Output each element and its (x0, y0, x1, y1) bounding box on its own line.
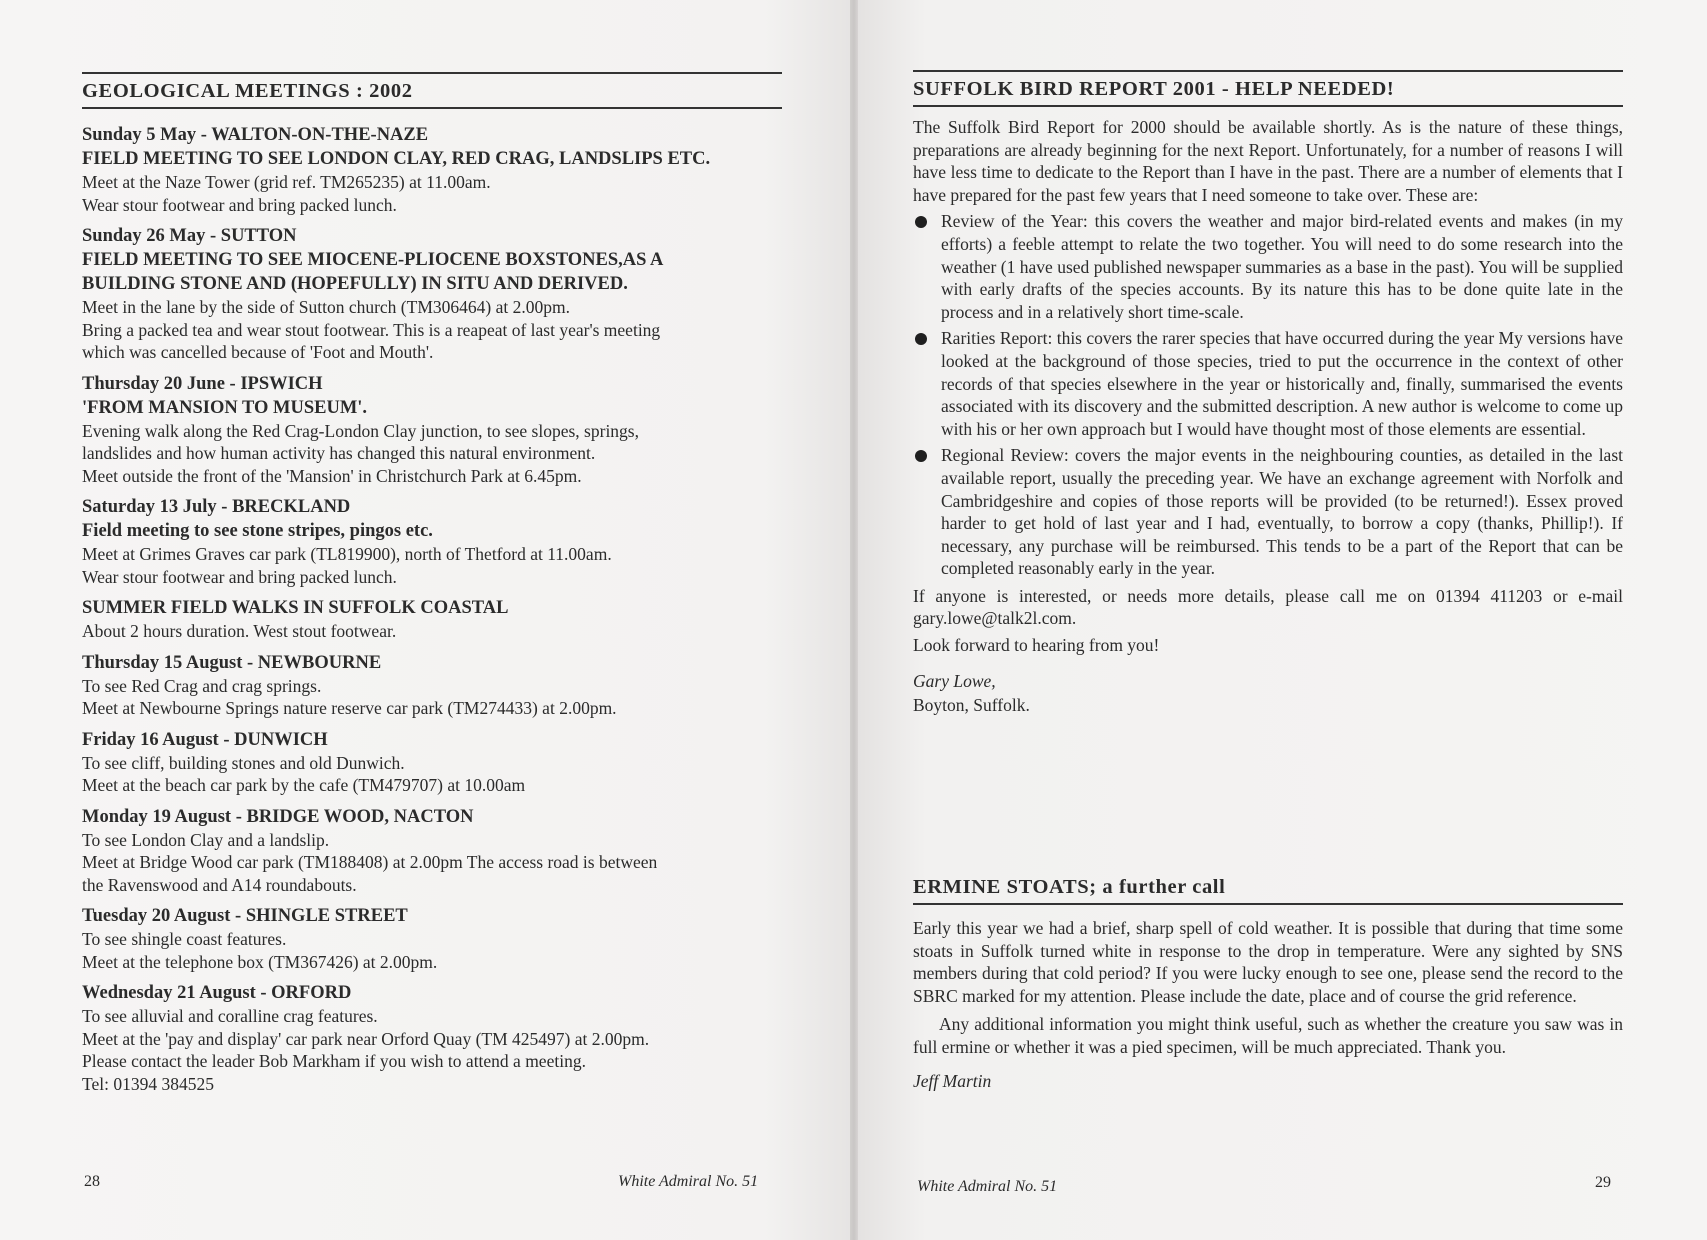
event-title: Tuesday 20 August - SHINGLE STREET (82, 906, 408, 926)
right-page (858, 0, 1707, 1240)
contact-paragraph: If anyone is interested, or needs more details, please call me on 01394 411203 or e-mail gary.lowe@talk2l.com. (913, 585, 1623, 629)
bullet-text: Review of the Year: this covers the weather and major bird-related events and makes (in my efforts) a feeble attempt to relate the two together. You will need to do some research into the weather (1 have used published newspaper summaries as a base in the past). You will be supplied with early drafts of the species accounts. By its nature this has to be done quite late in the process and in a relatively short time-scale. (941, 211, 1623, 322)
event-block (82, 904, 782, 973)
bullet-item (913, 327, 1623, 440)
stoats-paragraph-1: Early this year we had a brief, sharp spell of cold weather. It is possible that during that time some stoats in Suffolk turned white in response to the drop in temperature. Were any sighted by SNS members during that cold period? If you were lucky enough to see one, please send the record to the SBRC marked for my attention. Please include the date, place and of course the grid reference. (913, 918, 1623, 1006)
ermine-stoats-section (913, 870, 1623, 1092)
event-detail-line: To see alluvial and coralline crag features. (82, 1006, 378, 1026)
right-footer-title: White Admiral No. 51 (917, 1178, 1058, 1195)
event-detail-line: Evening walk along the Red Crag-London Clay junction, to see slopes, springs, (82, 420, 639, 441)
event-title: Thursday 15 August - NEWBOURNE (82, 652, 382, 673)
event-detail-line: Bring a packed tea and wear stout footwear. This is a reapeat of last year's meeting (82, 319, 661, 340)
event-title: Monday 19 August - BRIDGE WOOD, NACTON (82, 806, 474, 827)
event-detail-line: Meet at the 'pay and display' car park near Orford Quay (TM 425497) at 2.00pm. (82, 1028, 650, 1049)
closing-line: Look forward to hearing from you! (913, 635, 1160, 656)
signature-place: Boyton, Suffolk. (913, 694, 1030, 715)
event-block (82, 372, 782, 488)
signature-name: Gary Lowe, (913, 670, 996, 691)
event-detail-line: landslides and how human activity has changed this natural environment. (82, 443, 596, 463)
event-detail-line: Meet at the beach car park by the cafe (TM479707) at 10.00am (82, 775, 526, 795)
bullet-text: Regional Review: covers the major events in the neighbouring counties, as detailed in the last available report, usually the preceding year. We have an exchange agreement with Norfolk and Cambridgeshire and copies of those reports will be provided (to be returned!). Essex proved harder to get hold of last year and I had, eventually, to borrow a copy (thanks, Phillip!). If necessary, any purchase will be reimbursed. This tends to be a part of the Report that can be completed reasonably early in the year. (941, 445, 1623, 579)
event-detail-line: Meet in the lane by the side of Sutton church (TM306464) at 2.00pm. (82, 297, 570, 317)
event-block (82, 981, 782, 1095)
bullet-dot-icon (915, 333, 927, 345)
event-block (82, 495, 782, 588)
event-title: Sunday 26 May - SUTTON (82, 226, 297, 246)
bird-report-section (913, 70, 1623, 716)
event-block (82, 123, 782, 216)
event-detail-line: Meet at Bridge Wood car park (TM188408) at 2.00pm The access road is between (82, 852, 658, 872)
event-detail-line: which was cancelled because of 'Foot and Mouth'. (82, 342, 434, 362)
event-detail-line: Meet at Grimes Graves car park (TL819900), north of Thetford at 11.00am. (82, 544, 612, 564)
event-block (82, 224, 782, 364)
event-detail-line: the Ravenswood and A14 roundabouts. (82, 874, 357, 895)
left-footer-title: White Admiral No. 51 (618, 1173, 759, 1190)
event-detail-line: Meet at the Naze Tower (grid ref. TM265235) at 11.00am. (82, 172, 491, 192)
event-detail-line: To see London Clay and a landslip. (82, 829, 330, 850)
event-detail-line: Please contact the leader Bob Markham if you wish to attend a meeting. (82, 1051, 586, 1071)
event-block (82, 728, 782, 797)
event-detail-line: Meet at Newbourne Springs nature reserve car park (TM274433) at 2.00pm. (82, 698, 617, 718)
event-detail-line: About 2 hours duration. West stout footwear. (82, 621, 397, 641)
bird-report-heading: SUFFOLK BIRD REPORT 2001 - HELP NEEDED! (913, 72, 1623, 107)
geological-meetings-heading: GEOLOGICAL MEETINGS : 2002 (82, 74, 782, 109)
event-detail-line: Wear stour footwear and bring packed lunch. (82, 194, 397, 215)
event-subtitle: BUILDING STONE AND (HOPEFULLY) IN SITU AND DERIVED. (82, 274, 628, 294)
geological-meetings-section (82, 72, 782, 1095)
event-detail-line: Meet at the telephone box (TM367426) at 2.00pm. (82, 951, 438, 972)
left-page (0, 0, 850, 1240)
signature-jeff-martin: Jeff Martin (913, 1070, 992, 1091)
bullet-text: Rarities Report: this covers the rarer species that have occurred during the year My versions have looked at the background of those species, tried to put the occurrence in the context of other records of that species elsewhere in the year or historically and, finally, summarised the events associated with its discovery and the submitted description. A new author is welcome to come up with his or her own approach but I would have thought most of those elements are essential. (941, 328, 1623, 439)
event-subtitle: FIELD MEETING TO SEE MIOCENE-PLIOCENE BOXSTONES,AS A (82, 250, 664, 270)
bird-report-intro: The Suffolk Bird Report for 2000 should be available shortly. As is the nature of these things, preparations are already beginning for the next Report. Unfortunately, for a number of reasons I will have less time to dedicate to the Report than I have in the past. There are a number of elements that I have prepared for the past few years that I need someone to take over. These are: (913, 117, 1623, 205)
event-subtitle: Field meeting to see stone stripes, pingos etc. (82, 521, 433, 541)
event-detail-line: Tel: 01394 384525 (82, 1073, 214, 1094)
event-title: Sunday 5 May - WALTON-ON-THE-NAZE (82, 125, 429, 145)
event-block (82, 651, 782, 720)
event-title: SUMMER FIELD WALKS IN SUFFOLK COASTAL (82, 598, 509, 618)
event-detail-line: Meet outside the front of the 'Mansion' in Christchurch Park at 6.45pm. (82, 465, 582, 486)
event-title: Thursday 20 June - IPSWICH (82, 373, 323, 394)
event-detail-line: Wear stour footwear and bring packed lunch. (82, 566, 397, 587)
bullet-dot-icon (915, 450, 927, 462)
ermine-stoats-heading: ERMINE STOATS; a further call (913, 870, 1623, 905)
bullet-item (913, 444, 1623, 580)
event-subtitle: 'FROM MANSION TO MUSEUM'. (82, 397, 368, 418)
event-detail-line: To see Red Crag and crag springs. (82, 675, 322, 696)
right-page-number: 29 (1595, 1174, 1611, 1191)
event-subtitle: FIELD MEETING TO SEE LONDON CLAY, RED CRAG, LANDSLIPS ETC. (82, 149, 711, 169)
stoats-paragraph-2: Any additional information you might think useful, such as whether the creature you saw was in full ermine or whether it was a pied specimen, will be much appreciated. Thank you. (913, 1014, 1623, 1057)
events-list (82, 123, 782, 1095)
event-block (82, 805, 782, 897)
left-page-number: 28 (84, 1173, 100, 1190)
event-title: Friday 16 August - DUNWICH (82, 729, 328, 750)
event-detail-line: To see cliff, building stones and old Dunwich. (82, 752, 405, 773)
event-title: Wednesday 21 August - ORFORD (82, 983, 352, 1003)
bullet-item (913, 210, 1623, 323)
event-block (82, 596, 782, 643)
bullet-dot-icon (915, 216, 927, 228)
event-detail-line: To see shingle coast features. (82, 929, 287, 949)
event-title: Saturday 13 July - BRECKLAND (82, 497, 351, 517)
